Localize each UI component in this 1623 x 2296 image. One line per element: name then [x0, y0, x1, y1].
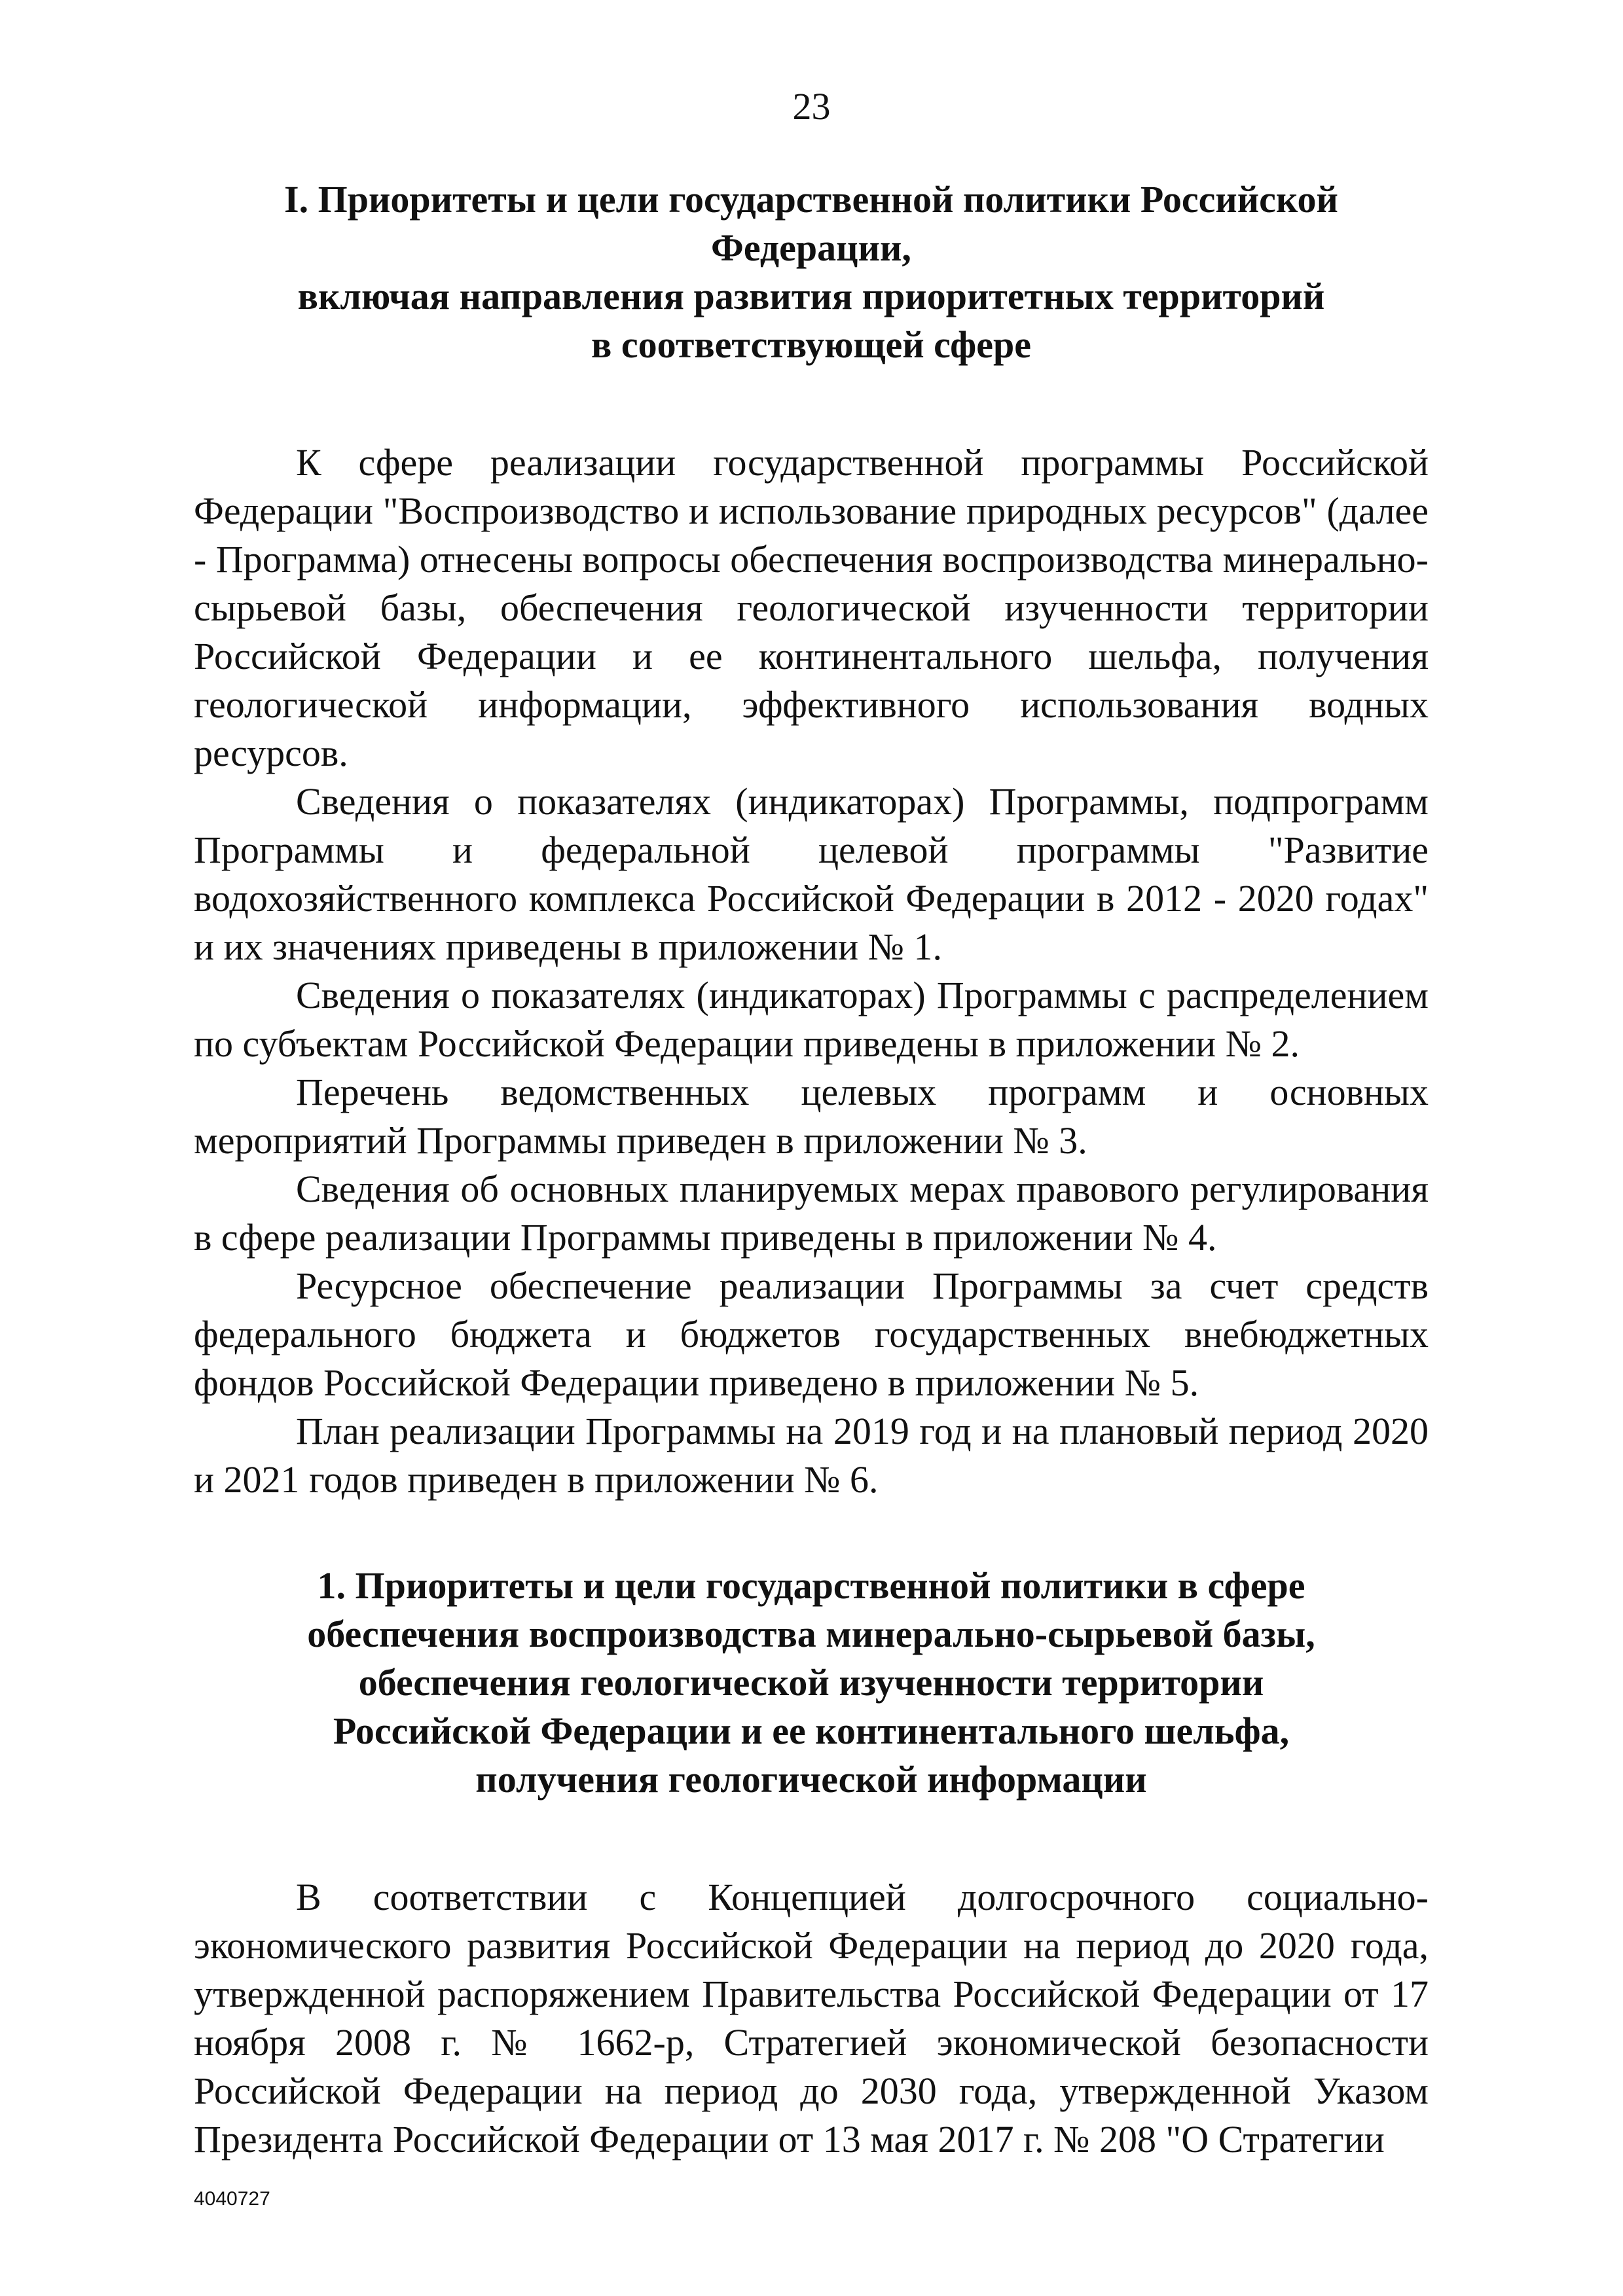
paragraph: Ресурсное обеспечение реализации Программы за счет средств федерального бюджета и бюджетов государственных внебюджетных фондов Российской Федерации приведено в приложении № 5.	[194, 1265, 1429, 1404]
page-content	[194, 175, 1429, 2164]
heading-line: получения геологической информации	[475, 1758, 1147, 1801]
heading-line: обеспечения геологической изученности территории	[358, 1661, 1264, 1704]
heading-line: включая направления развития приоритетных территорий	[297, 275, 1325, 317]
paragraph: Сведения об основных планируемых мерах правового регулирования в сфере реализации Программы приведены в приложении № 4.	[194, 1168, 1429, 1259]
heading-line: I. Приоритеты и цели государственной политики Российской Федерации,	[284, 178, 1338, 269]
heading-line: обеспечения воспроизводства минерально-сырьевой базы,	[307, 1613, 1315, 1655]
paragraph: Сведения о показателях (индикаторах) Программы, подпрограмм Программы и федеральной целевой программы "Развитие водохозяйственного комплекса Российской Федерации в 2012 - 2020 годах" и их значениях приведены в приложении № 1.	[194, 780, 1429, 968]
paragraph: К сфере реализации государственной программы Российской Федерации "Воспроизводство и использование природных ресурсов" (далее - Программа) отнесены вопросы обеспечения воспроизводства минерально-сырьевой базы, обеспечения геологической изученности территории Российской Федерации и ее континентального шельфа, получения геологической информации, эффективного использования водных ресурсов.	[194, 441, 1429, 774]
document-code: 4040727	[194, 2188, 270, 2210]
body-text-block-1	[194, 439, 1429, 1504]
paragraph: Перечень ведомственных целевых программ и основных мероприятий Программы приведен в приложении № 3.	[194, 1071, 1429, 1162]
heading-line: 1. Приоритеты и цели государственной политики в сфере	[317, 1564, 1305, 1607]
page-number: 23	[792, 85, 831, 128]
section-heading-main	[194, 175, 1429, 369]
paragraph: План реализации Программы на 2019 год и на плановый период 2020 и 2021 годов приведен в приложении № 6.	[194, 1410, 1429, 1501]
section-heading-sub	[194, 1562, 1429, 1804]
heading-line: Российской Федерации и ее континентального шельфа,	[333, 1710, 1290, 1752]
paragraph: Сведения о показателях (индикаторах) Программы с распределением по субъектам Российской Федерации приведены в приложении № 2.	[194, 974, 1429, 1065]
paragraph: В соответствии с Концепцией долгосрочного социально-экономического развития Российской Федерации на период до 2020 года, утвержденной распоряжением Правительства Российской Федерации от 17 ноября 2008 г. № 1662-р, Стратегией экономической безопасности Российской Федерации на период до 2030 года, утвержденной Указом Президента Российской Федерации от 13 мая 2017 г. № 208 "О Стратегии	[194, 1876, 1429, 2161]
body-text-block-2	[194, 1873, 1429, 2164]
heading-line: в соответствующей сфере	[591, 323, 1031, 366]
